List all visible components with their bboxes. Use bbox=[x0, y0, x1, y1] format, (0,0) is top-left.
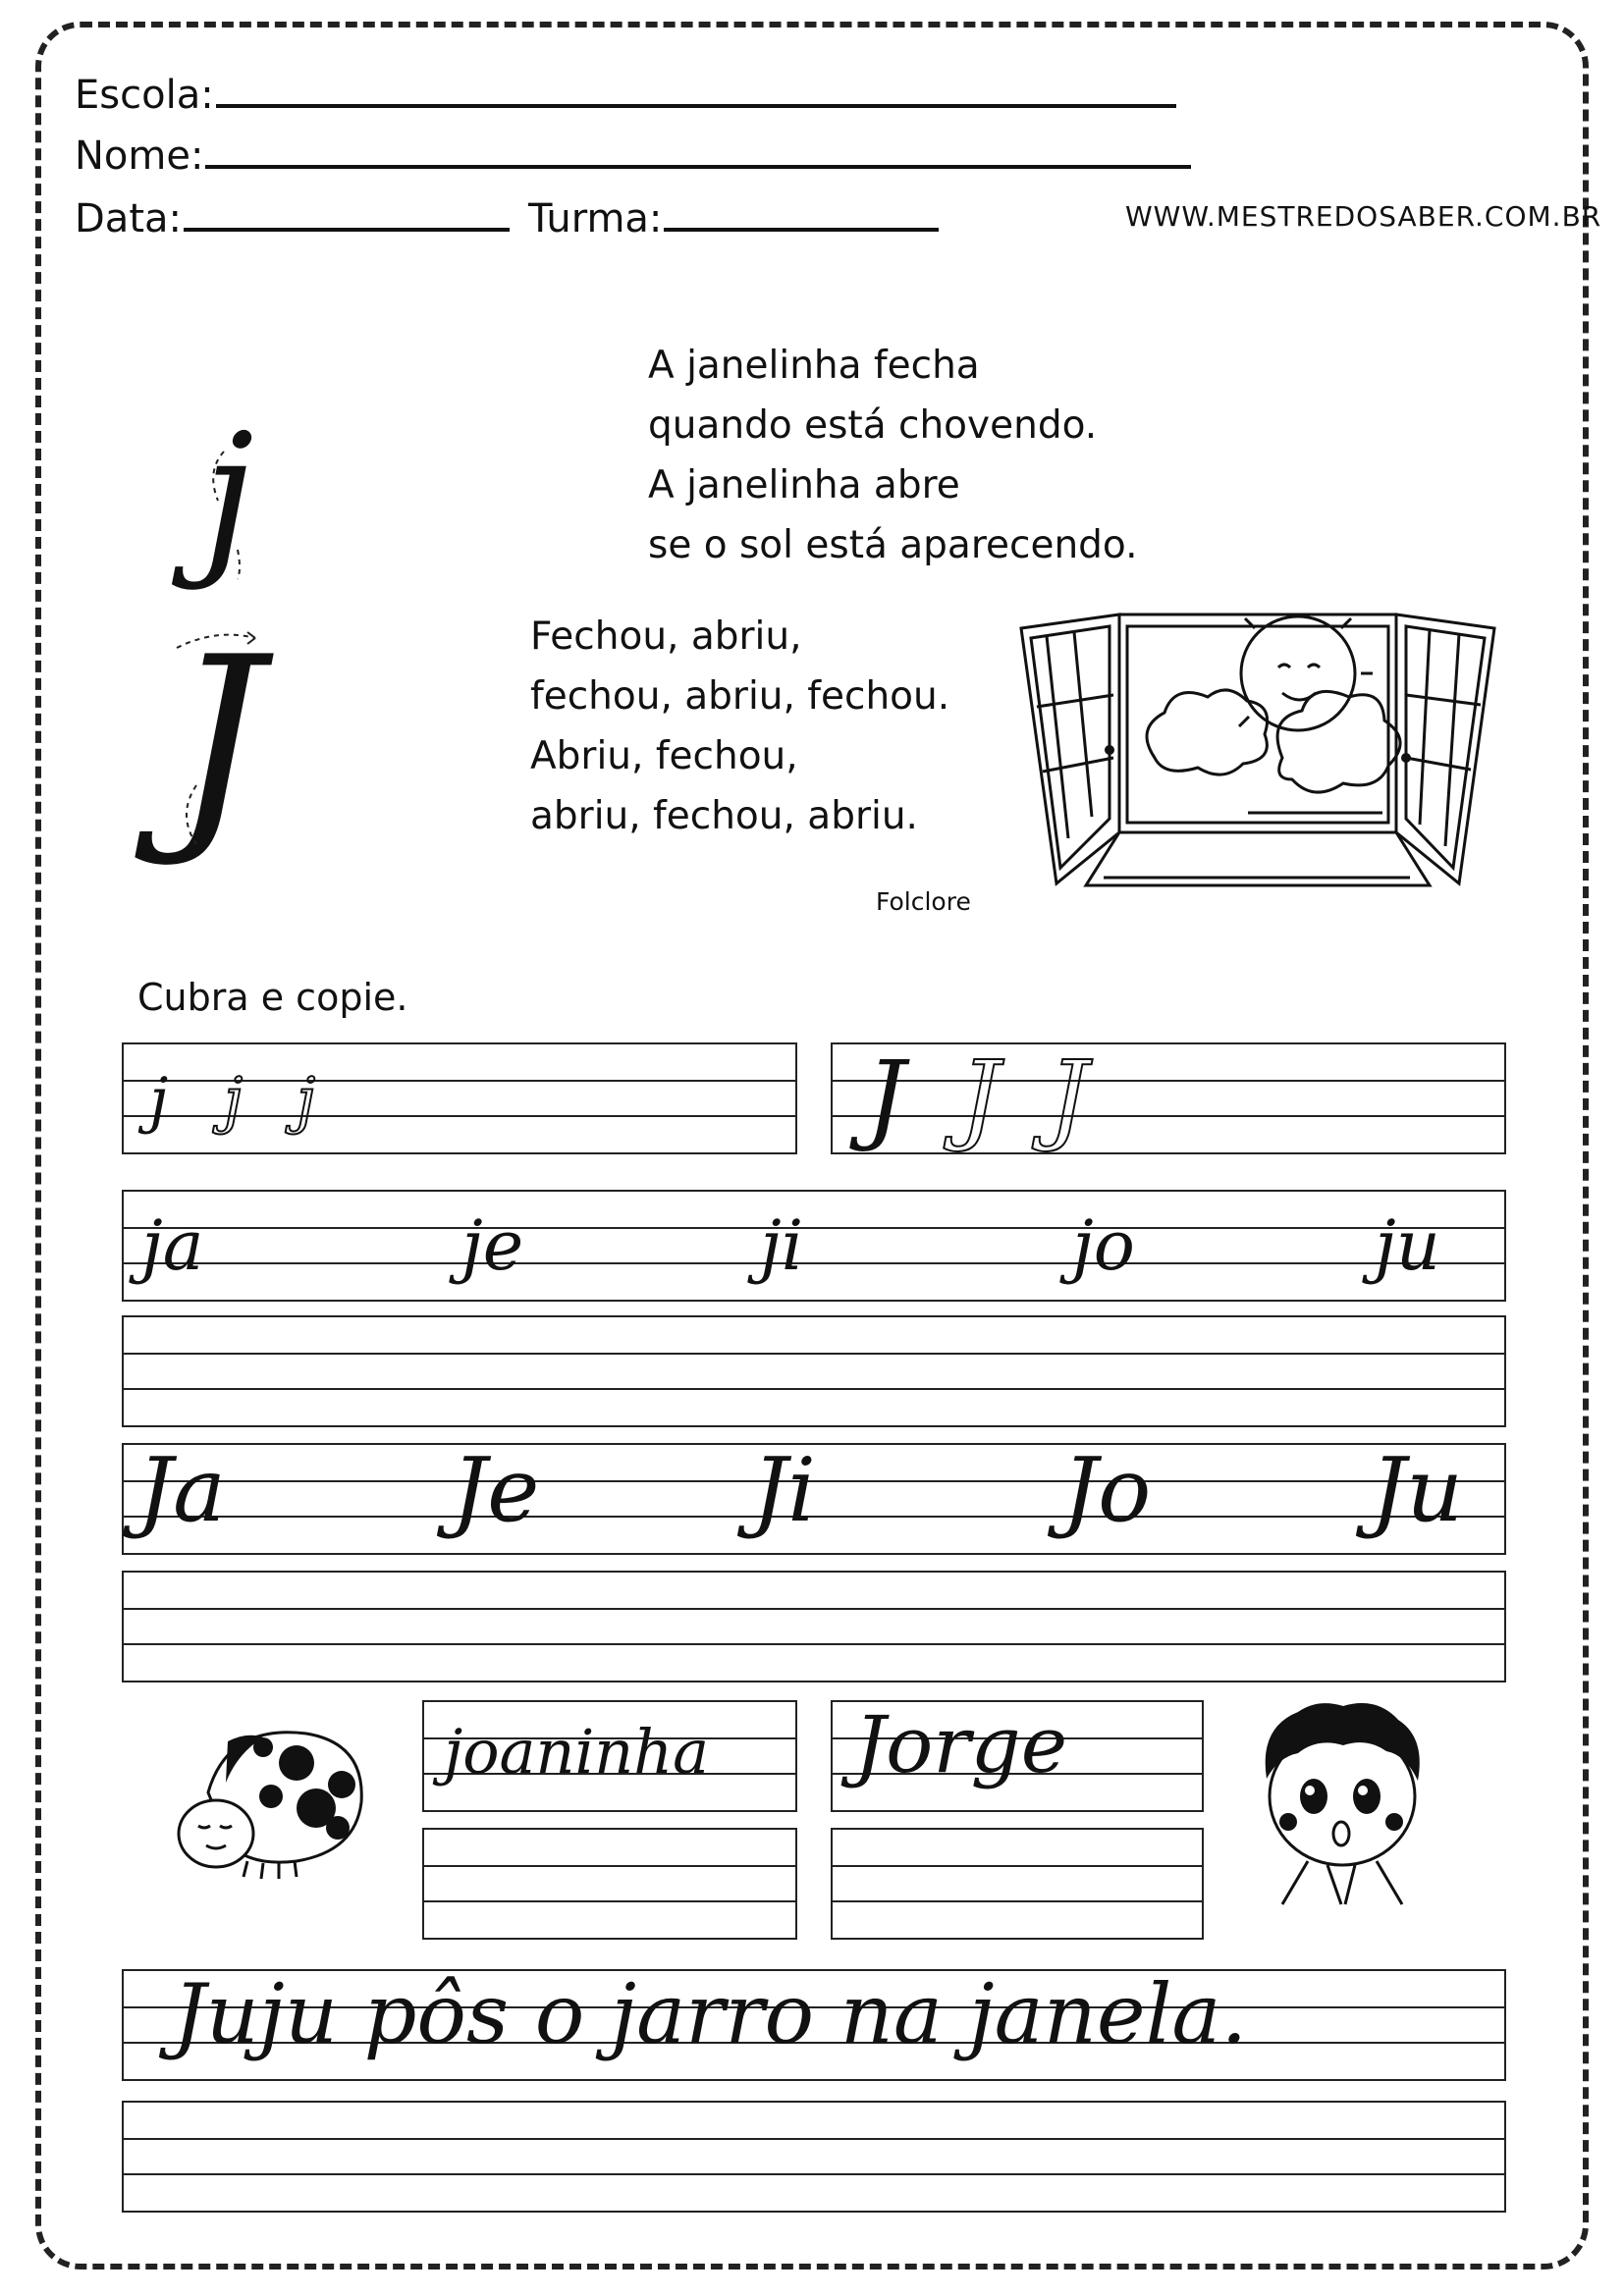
syllable-jo: jo bbox=[1072, 1205, 1135, 1286]
poem-line: se o sol está aparecendo. bbox=[648, 523, 1138, 567]
poem-line: Fechou, abriu, bbox=[530, 614, 802, 659]
poem-line: abriu, fechou, abriu. bbox=[530, 794, 918, 838]
sentence-text: Juju pôs o jarro na janela. bbox=[173, 1966, 1248, 2062]
model-J: J bbox=[866, 1040, 906, 1154]
writing-band-word-jorge[interactable] bbox=[831, 1700, 1204, 1812]
boy-face-icon bbox=[1249, 1698, 1435, 1910]
trace-J: J bbox=[960, 1040, 1001, 1154]
date-label: Data: bbox=[75, 196, 182, 241]
syllable-ju: ju bbox=[1375, 1205, 1440, 1286]
writing-band-lower-j[interactable] bbox=[122, 1042, 797, 1154]
blank-writing-band[interactable] bbox=[122, 1315, 1506, 1427]
trace-j: j bbox=[297, 1064, 316, 1136]
syllable-Ji: Ji bbox=[752, 1439, 816, 1542]
writing-band-lower-syllables[interactable] bbox=[122, 1190, 1506, 1302]
syllable-je: je bbox=[461, 1205, 524, 1286]
model-j: j bbox=[149, 1064, 169, 1136]
writing-band-upper-syllables[interactable] bbox=[122, 1439, 1506, 1555]
poem-line: Abriu, fechou, bbox=[530, 734, 798, 778]
school-field bbox=[75, 71, 1176, 117]
syllable-Ju: Ju bbox=[1371, 1439, 1464, 1542]
open-window-sun-icon bbox=[1017, 611, 1498, 895]
writing-band-upper-j[interactable] bbox=[831, 1042, 1506, 1154]
blank-writing-band[interactable] bbox=[122, 2101, 1506, 2213]
poem-stanza-2 bbox=[530, 607, 949, 846]
writing-band-word-joaninha[interactable] bbox=[422, 1700, 797, 1812]
poem-line: A janelinha abre bbox=[648, 463, 960, 507]
model-lower-letter: j bbox=[202, 399, 254, 593]
trace-J: J bbox=[1049, 1040, 1089, 1154]
school-line[interactable] bbox=[216, 71, 1176, 108]
trace-j: j bbox=[224, 1064, 244, 1136]
class-line[interactable] bbox=[664, 194, 939, 232]
poem-line: A janelinha fecha bbox=[648, 344, 980, 388]
name-field bbox=[75, 132, 1191, 178]
ladybug-icon bbox=[169, 1724, 365, 1891]
date-line[interactable] bbox=[184, 194, 510, 232]
blank-word-band[interactable] bbox=[831, 1828, 1204, 1940]
website-text: WWW.MESTREDOSABER.COM.BR bbox=[1125, 200, 1602, 233]
word-jorge: Jorge bbox=[854, 1699, 1068, 1790]
poem-credit: Folclore bbox=[876, 887, 971, 916]
date-field bbox=[75, 194, 510, 240]
class-field bbox=[528, 194, 939, 240]
syllable-ja: ja bbox=[141, 1205, 204, 1286]
blank-writing-band[interactable] bbox=[122, 1571, 1506, 1682]
poem-line: quando está chovendo. bbox=[648, 403, 1098, 448]
syllable-Je: Je bbox=[452, 1439, 540, 1542]
poem-stanza-1 bbox=[648, 336, 1138, 575]
poem-line: fechou, abriu, fechou. bbox=[530, 674, 950, 719]
instruction-text: Cubra e copie. bbox=[137, 976, 408, 1019]
blank-word-band[interactable] bbox=[422, 1828, 797, 1940]
syllable-ji: ji bbox=[760, 1205, 804, 1286]
name-line[interactable] bbox=[205, 132, 1191, 169]
school-label: Escola: bbox=[75, 73, 214, 118]
name-label: Nome: bbox=[75, 133, 204, 179]
syllable-Jo: Jo bbox=[1062, 1439, 1152, 1542]
writing-band-sentence[interactable] bbox=[122, 1966, 1506, 2081]
stroke-arrows-icon bbox=[157, 432, 295, 883]
syllable-Ja: Ja bbox=[137, 1439, 226, 1542]
class-label: Turma: bbox=[528, 196, 663, 241]
word-joaninha: joaninha bbox=[444, 1716, 710, 1788]
model-upper-letter: J bbox=[173, 610, 264, 872]
